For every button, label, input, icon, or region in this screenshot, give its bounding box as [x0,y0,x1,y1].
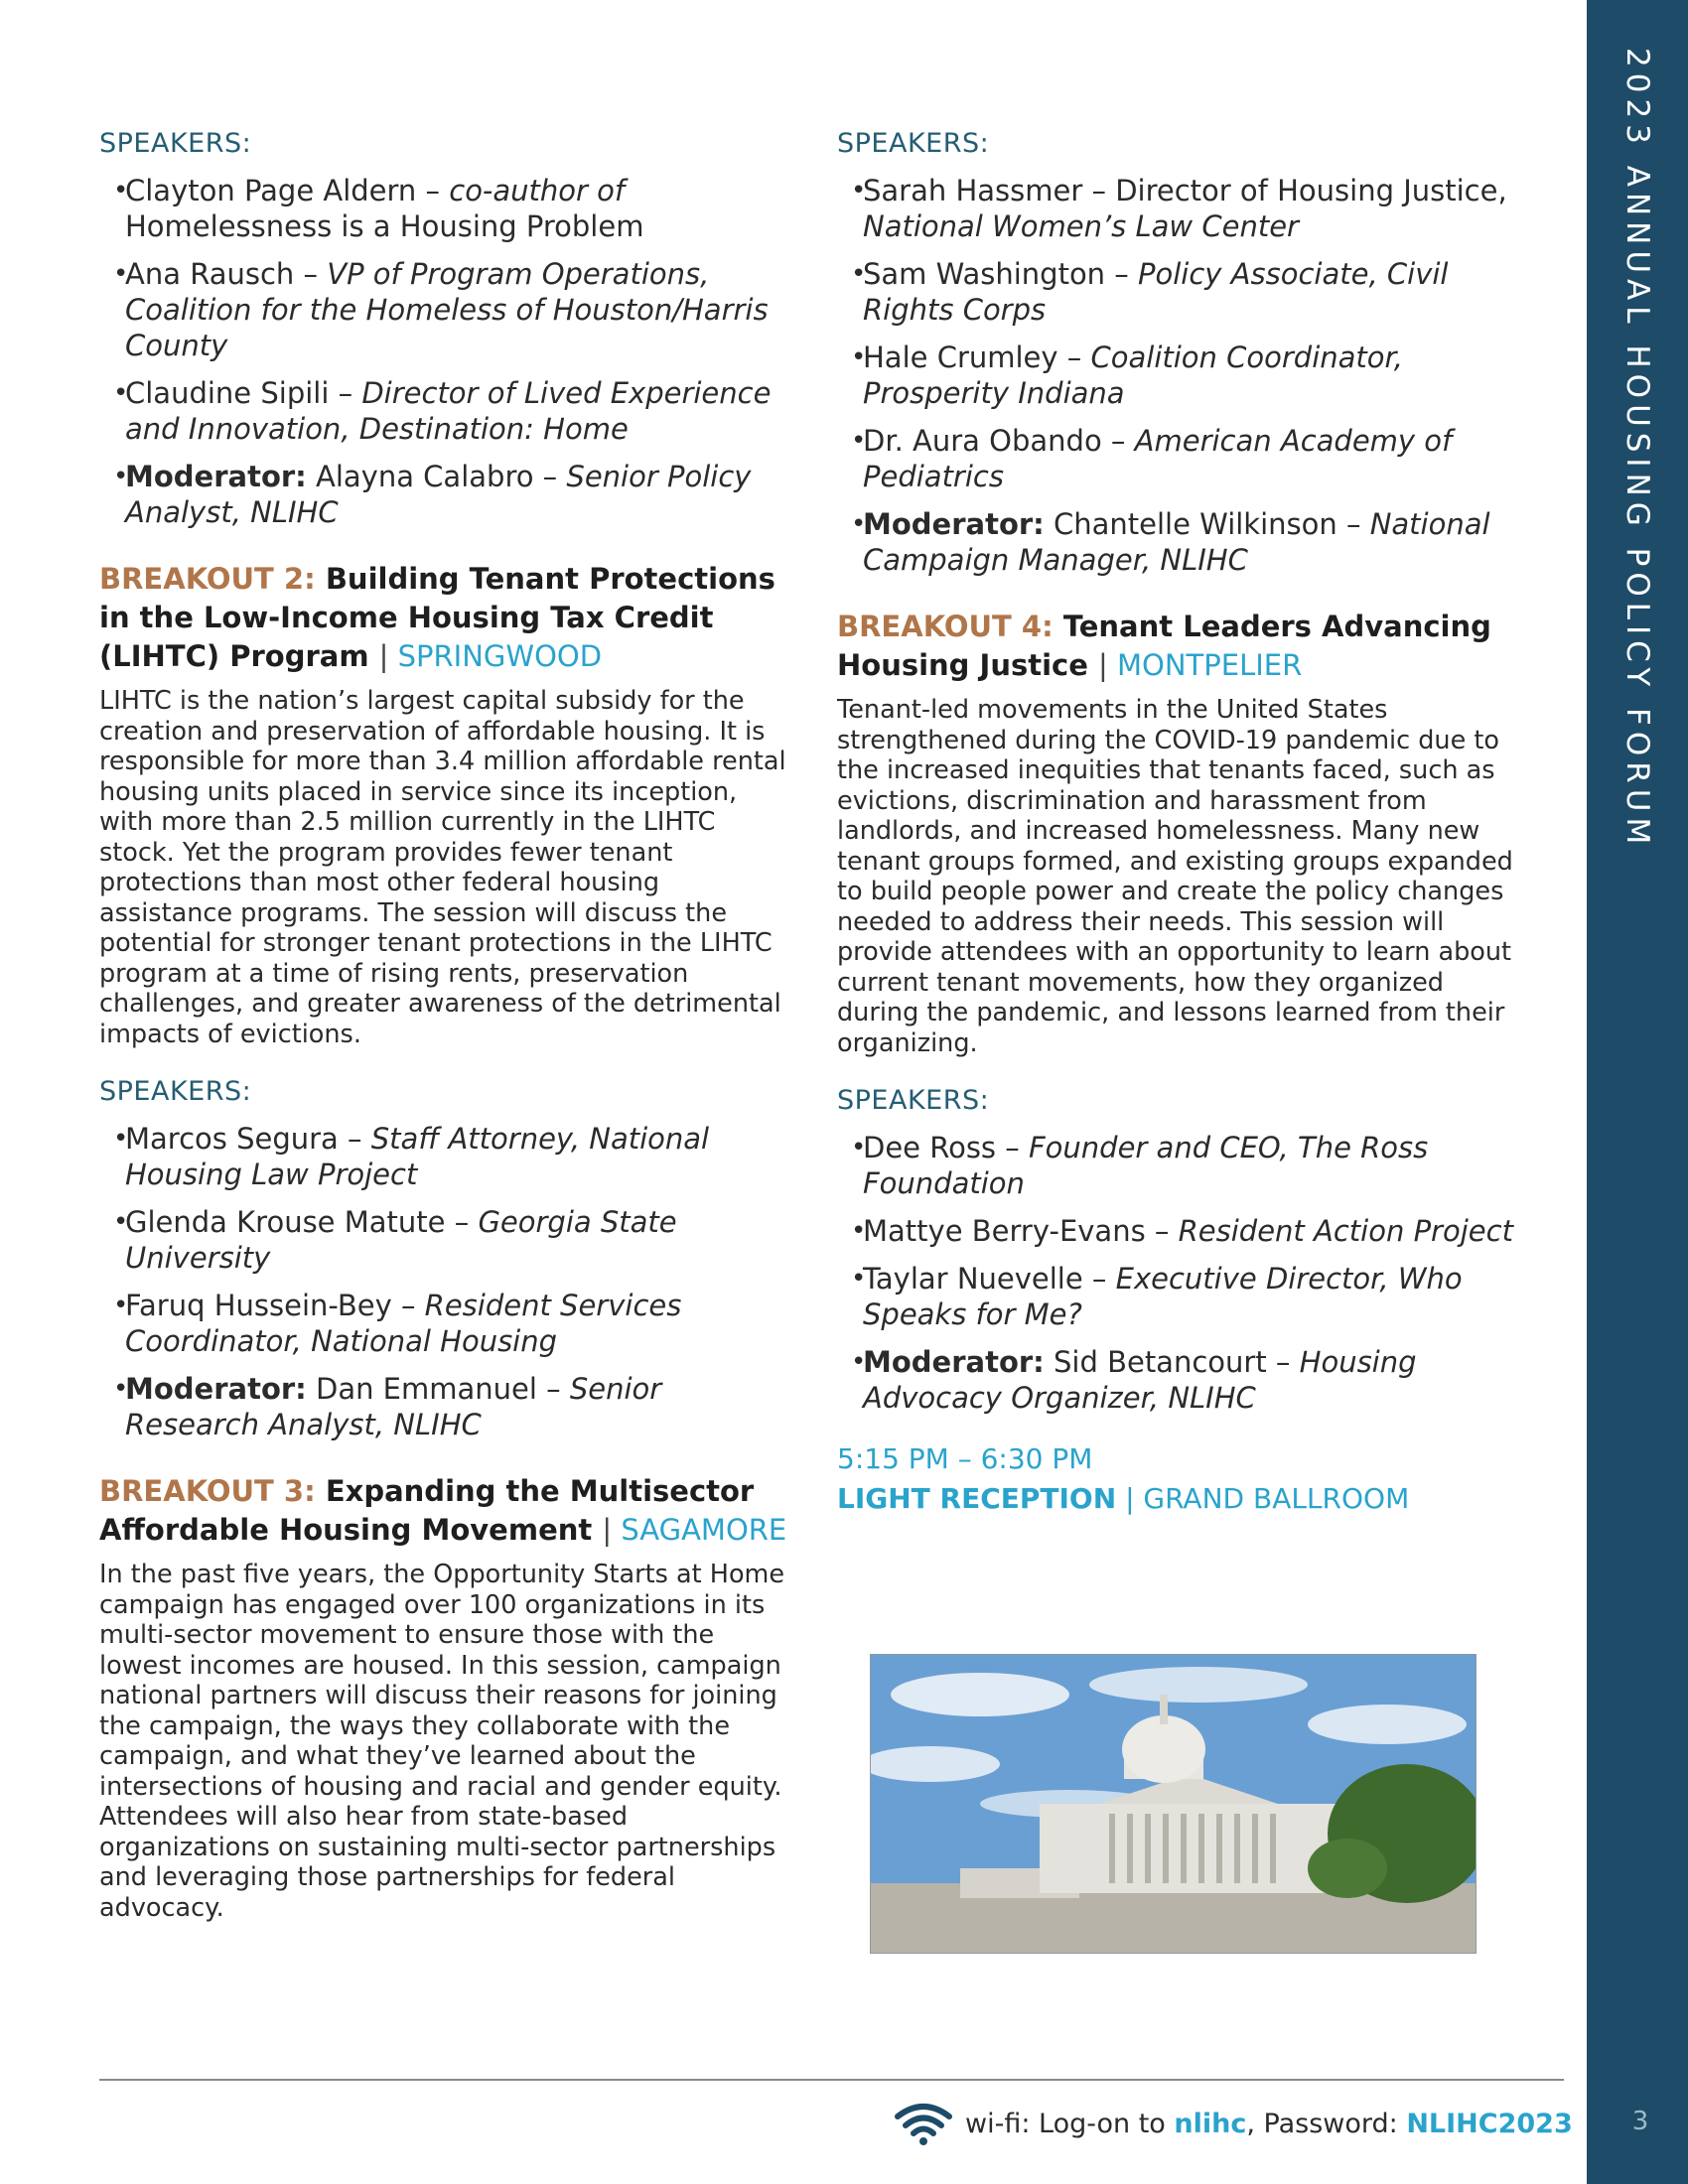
speaker-role: co-author of [449,174,626,207]
capitol-illustration [871,1655,1476,1953]
session-description: Tenant-led movements in the United States strengthened during the COVID-19 pandemic due to the increased inequities that tenants faced, such as evictions, discrimination and harassment from landlords, and increased homelessness. Many new tenant groups formed, and existing groups expanded to build people power and create the policy changes needed to address their needs. This session will provide attendees with an opportunity to learn about current tenant movements, how they organized during the pandemic, and lessons learned from their organizing. [837,695,1513,1058]
speaker-item-moderator [837,506,1522,578]
speaker-item [837,1213,1522,1249]
speaker-item [99,1121,794,1192]
wifi-icon [894,2103,953,2146]
speakers-label: SPEAKERS: [837,128,990,159]
cloud [1308,1705,1467,1744]
session-title [99,560,794,676]
speaker-item [837,1130,1522,1201]
speaker-role: VP of Program Operations, Coalition for the Homeless of Houston/Harris County [125,257,769,362]
speaker-role: American Academy of Pediatrics [863,424,1453,493]
speaker-role: Georgia State University [125,1205,677,1275]
session-title [837,608,1522,685]
speaker-item [99,1204,794,1276]
speaker-name: Ana Rausch – [125,257,328,291]
speaker-role: National Campaign Manager, NLIHC [863,507,1490,577]
speaker-role: Senior Research Analyst, NLIHC [125,1372,662,1441]
speaker-name: Dee Ross – [863,1131,1029,1164]
dome [1122,1715,1205,1783]
footer [894,2103,1573,2142]
speaker-name: Marcos Segura – [125,1122,371,1156]
speaker-name: Sid Betancourt – [1044,1345,1300,1379]
speaker-item [837,256,1522,328]
speaker-name: Dan Emmanuel – [306,1372,570,1406]
moderator-label: Moderator: [863,507,1045,541]
speaker-role: Senior Policy Analyst, NLIHC [125,460,752,529]
wifi-network: nlihc [1174,2109,1247,2139]
speaker-name: Sam Washington – [863,257,1139,291]
separator: | [378,639,389,673]
statue [1160,1695,1168,1724]
speaker-name: Hale Crumley – [863,341,1091,374]
speaker-role: Founder and CEO, The Ross Foundation [863,1131,1429,1200]
speakers-label: SPEAKERS: [99,1076,252,1107]
speaker-role: Housing Advocacy Organizer, NLIHC [863,1345,1417,1415]
capitol-photo [870,1654,1477,1954]
sidebar [1587,0,1688,2184]
speaker-role: Staff Attorney, National Housing Law Project [125,1122,710,1191]
speaker-item-moderator [99,1371,794,1442]
speaker-role: Homelessness is a Housing Problem [125,209,644,243]
breakout-label: BREAKOUT 3: [99,1474,316,1508]
speaker-name: Mattye Berry-Evans – [863,1214,1179,1248]
session-description: LIHTC is the nation’s largest capital subsidy for the creation and preservation of affordable housing. It is responsible for more than 3.4 million affordable rental housing units placed in service since its inception, with more than 2.5 million currently in the LIHTC stock. Yet the program provides fewer tenant protections than most other federal housing assistance programs. The session will discuss the potential for stronger tenant protections in the LIHTC program at a time of rising rents, preservation challenges, and greater awareness of the detrimental impacts of evictions. [99,686,786,1049]
separator: | [1116,1482,1144,1515]
room-name: SAGAMORE [612,1513,787,1547]
speaker-item [99,173,794,244]
session-name: Building Tenant Protections in the Low-Income Housing Tax Credit (LIHTC) Program [99,562,775,673]
breakout-label: BREAKOUT 4: [837,610,1054,643]
right-column [837,127,1522,1519]
room-name: MONTPELIER [1107,648,1303,682]
speaker-name: Sarah Hassmer – Director of Housing Justice, [863,174,1507,207]
speaker-item-moderator [99,459,794,530]
speakers-label: SPEAKERS: [99,128,252,159]
speaker-name: Chantelle Wilkinson – [1044,507,1370,541]
speaker-list [837,173,1522,578]
wifi-mid: , Password: [1246,2109,1407,2139]
speaker-item [837,173,1522,244]
reception-title [837,1479,1522,1519]
speaker-name: Clayton Page Aldern – [125,174,450,207]
speaker-name: Glenda Krouse Matute – [125,1205,479,1239]
page-number: 3 [1631,2107,1649,2136]
speaker-item [837,340,1522,411]
speaker-role: Executive Director, Who Speaks for Me? [863,1262,1463,1331]
tree [1308,1839,1387,1898]
speaker-list [99,173,794,530]
speaker-name: Dr. Aura Obando – [863,424,1135,458]
reception-label: LIGHT RECEPTION [837,1482,1117,1515]
room-name: SPRINGWOOD [388,639,603,673]
speaker-name: Alayna Calabro – [306,460,567,493]
footer-divider [99,2079,1564,2081]
capitol-building [1040,1804,1337,1893]
speaker-role: Policy Associate, Civil Rights Corps [863,257,1449,327]
speaker-item [99,1288,794,1359]
moderator-label: Moderator: [125,1372,307,1406]
speaker-item [99,256,794,363]
speaker-role: Director of Lived Experience and Innovation, Destination: Home [125,376,772,446]
left-column [99,127,794,1949]
speaker-role: Coalition Coordinator, Prosperity Indiana [863,341,1404,410]
speaker-item [99,375,794,447]
speaker-name: Claudine Sipili – [125,376,362,410]
speaker-role: Resident Action Project [1178,1214,1513,1248]
speaker-role: Resident Services Coordinator, National Housing [125,1289,682,1358]
speaker-list [837,1130,1522,1416]
session-description: In the past five years, the Opportunity Starts at Home campaign has engaged over 100 organizations in its multi-sector movement to ensure those with the lowest incomes are housed. In this session, campaign national partners will discuss their reasons for joining the campaign, the ways they collaborate with the campaign, and what they’ve learned about the intersections of housing and racial and gender equity. Attendees will also hear from state-based organizations on sustaining multi-sector partnerships and leveraging those partnerships for federal advocacy. [99,1560,785,1923]
breakout-3 [99,1472,794,1923]
reception-time: 5:15 PM – 6:30 PM [837,1442,1093,1475]
speaker-list [99,1121,794,1442]
breakout-label: BREAKOUT 2: [99,562,316,596]
session-name: Tenant Leaders Advancing Housing Justice [837,610,1491,682]
speaker-name: Faruq Hussein-Bey – [125,1289,425,1322]
speaker-name: Taylar Nuevelle – [863,1262,1116,1296]
session-title [99,1472,794,1550]
moderator-label: Moderator: [125,460,307,493]
wifi-prefix: wi-fi: Log-on to [965,2109,1175,2139]
wifi-password: NLIHC2023 [1406,2109,1573,2139]
sidebar-title: 2023 ANNUAL HOUSING POLICY FORUM [1619,48,1655,851]
speaker-item-moderator [837,1344,1522,1416]
moderator-label: Moderator: [863,1345,1045,1379]
breakout-4 [837,608,1522,1416]
speaker-item [837,423,1522,494]
wifi-info [965,2109,1573,2139]
separator: | [602,1513,613,1547]
speakers-label: SPEAKERS: [837,1085,990,1116]
cloud [891,1673,1069,1716]
separator: | [1098,648,1108,682]
breakout-2 [99,560,794,1442]
speaker-role: National Women’s Law Center [863,209,1299,243]
session-name: Expanding the Multisector Affordable Housing Movement [99,1474,755,1547]
room-name: GRAND BALLROOM [1143,1482,1410,1515]
cloud [1089,1667,1308,1703]
speaker-item [837,1261,1522,1332]
